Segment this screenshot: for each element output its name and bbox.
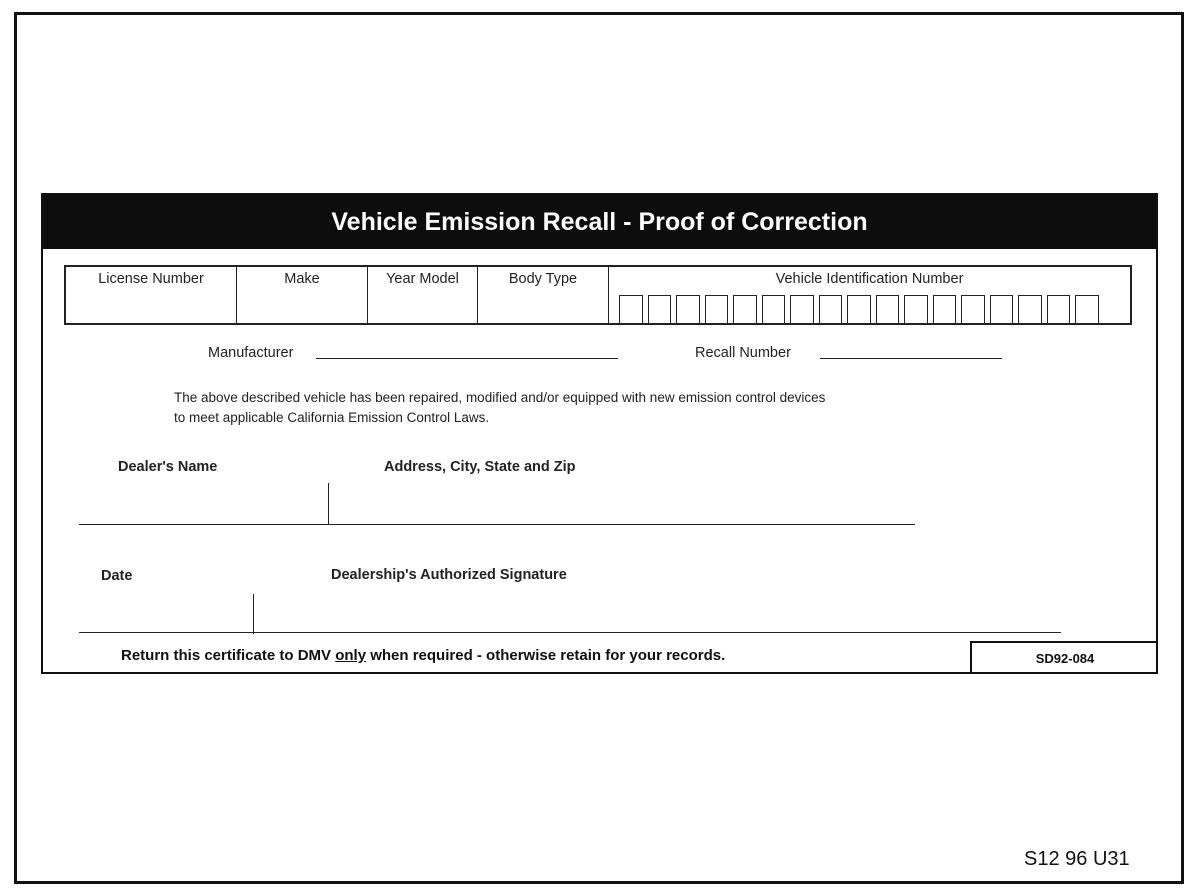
footer-text-start: Return this certificate to DMV	[121, 647, 336, 664]
certificate-title: Vehicle Emission Recall - Proof of Correction	[43, 195, 1156, 249]
recall-certificate	[41, 193, 1158, 674]
vin-column	[609, 267, 1130, 323]
date-label: Date	[101, 568, 133, 584]
vin-box	[933, 295, 957, 324]
recall-number-label: Recall Number	[695, 345, 791, 361]
dealer-line	[79, 524, 915, 525]
vin-character-boxes	[619, 295, 1104, 324]
vin-box	[961, 295, 985, 324]
compliance-statement	[174, 388, 1054, 428]
address-label: Address, City, State and Zip	[384, 459, 576, 475]
vin-box	[1047, 295, 1071, 324]
recall-number-line	[820, 358, 1002, 359]
license-number-header: License Number	[66, 267, 237, 323]
form-number-box: SD92-084	[970, 641, 1158, 674]
footer-text-end: when required - otherwise retain for your records.	[366, 647, 726, 664]
return-instructions	[121, 647, 725, 664]
vin-box	[648, 295, 672, 324]
dealer-name-label: Dealer's Name	[118, 459, 218, 475]
vin-box	[1075, 295, 1099, 324]
dealer-divider	[328, 483, 329, 525]
body-type-header: Body Type	[478, 267, 609, 323]
make-header: Make	[237, 267, 368, 323]
vin-box	[705, 295, 729, 324]
vin-box	[733, 295, 757, 324]
vin-box	[790, 295, 814, 324]
statement-line-2: to meet applicable California Emission Control Laws.	[174, 410, 490, 425]
vin-box	[876, 295, 900, 324]
signature-line	[79, 632, 1061, 633]
vehicle-info-table	[64, 265, 1132, 325]
statement-line-1: The above described vehicle has been repaired, modified and/or equipped with new emission control devices	[174, 390, 826, 405]
vin-box	[1018, 295, 1042, 324]
vin-box	[819, 295, 843, 324]
vin-box	[676, 295, 700, 324]
vin-box	[990, 295, 1014, 324]
vin-header: Vehicle Identification Number	[775, 271, 964, 287]
vin-box	[762, 295, 786, 324]
manufacturer-line	[316, 358, 618, 359]
signature-label: Dealership's Authorized Signature	[331, 567, 567, 583]
manufacturer-label: Manufacturer	[208, 345, 294, 361]
vin-box	[847, 295, 871, 324]
date-divider	[253, 594, 254, 634]
footer-emphasis: only	[335, 647, 367, 664]
vin-box	[904, 295, 928, 324]
vin-box	[619, 295, 643, 324]
year-model-header: Year Model	[368, 267, 478, 323]
figure-code: S12 96 U31	[1024, 848, 1130, 870]
